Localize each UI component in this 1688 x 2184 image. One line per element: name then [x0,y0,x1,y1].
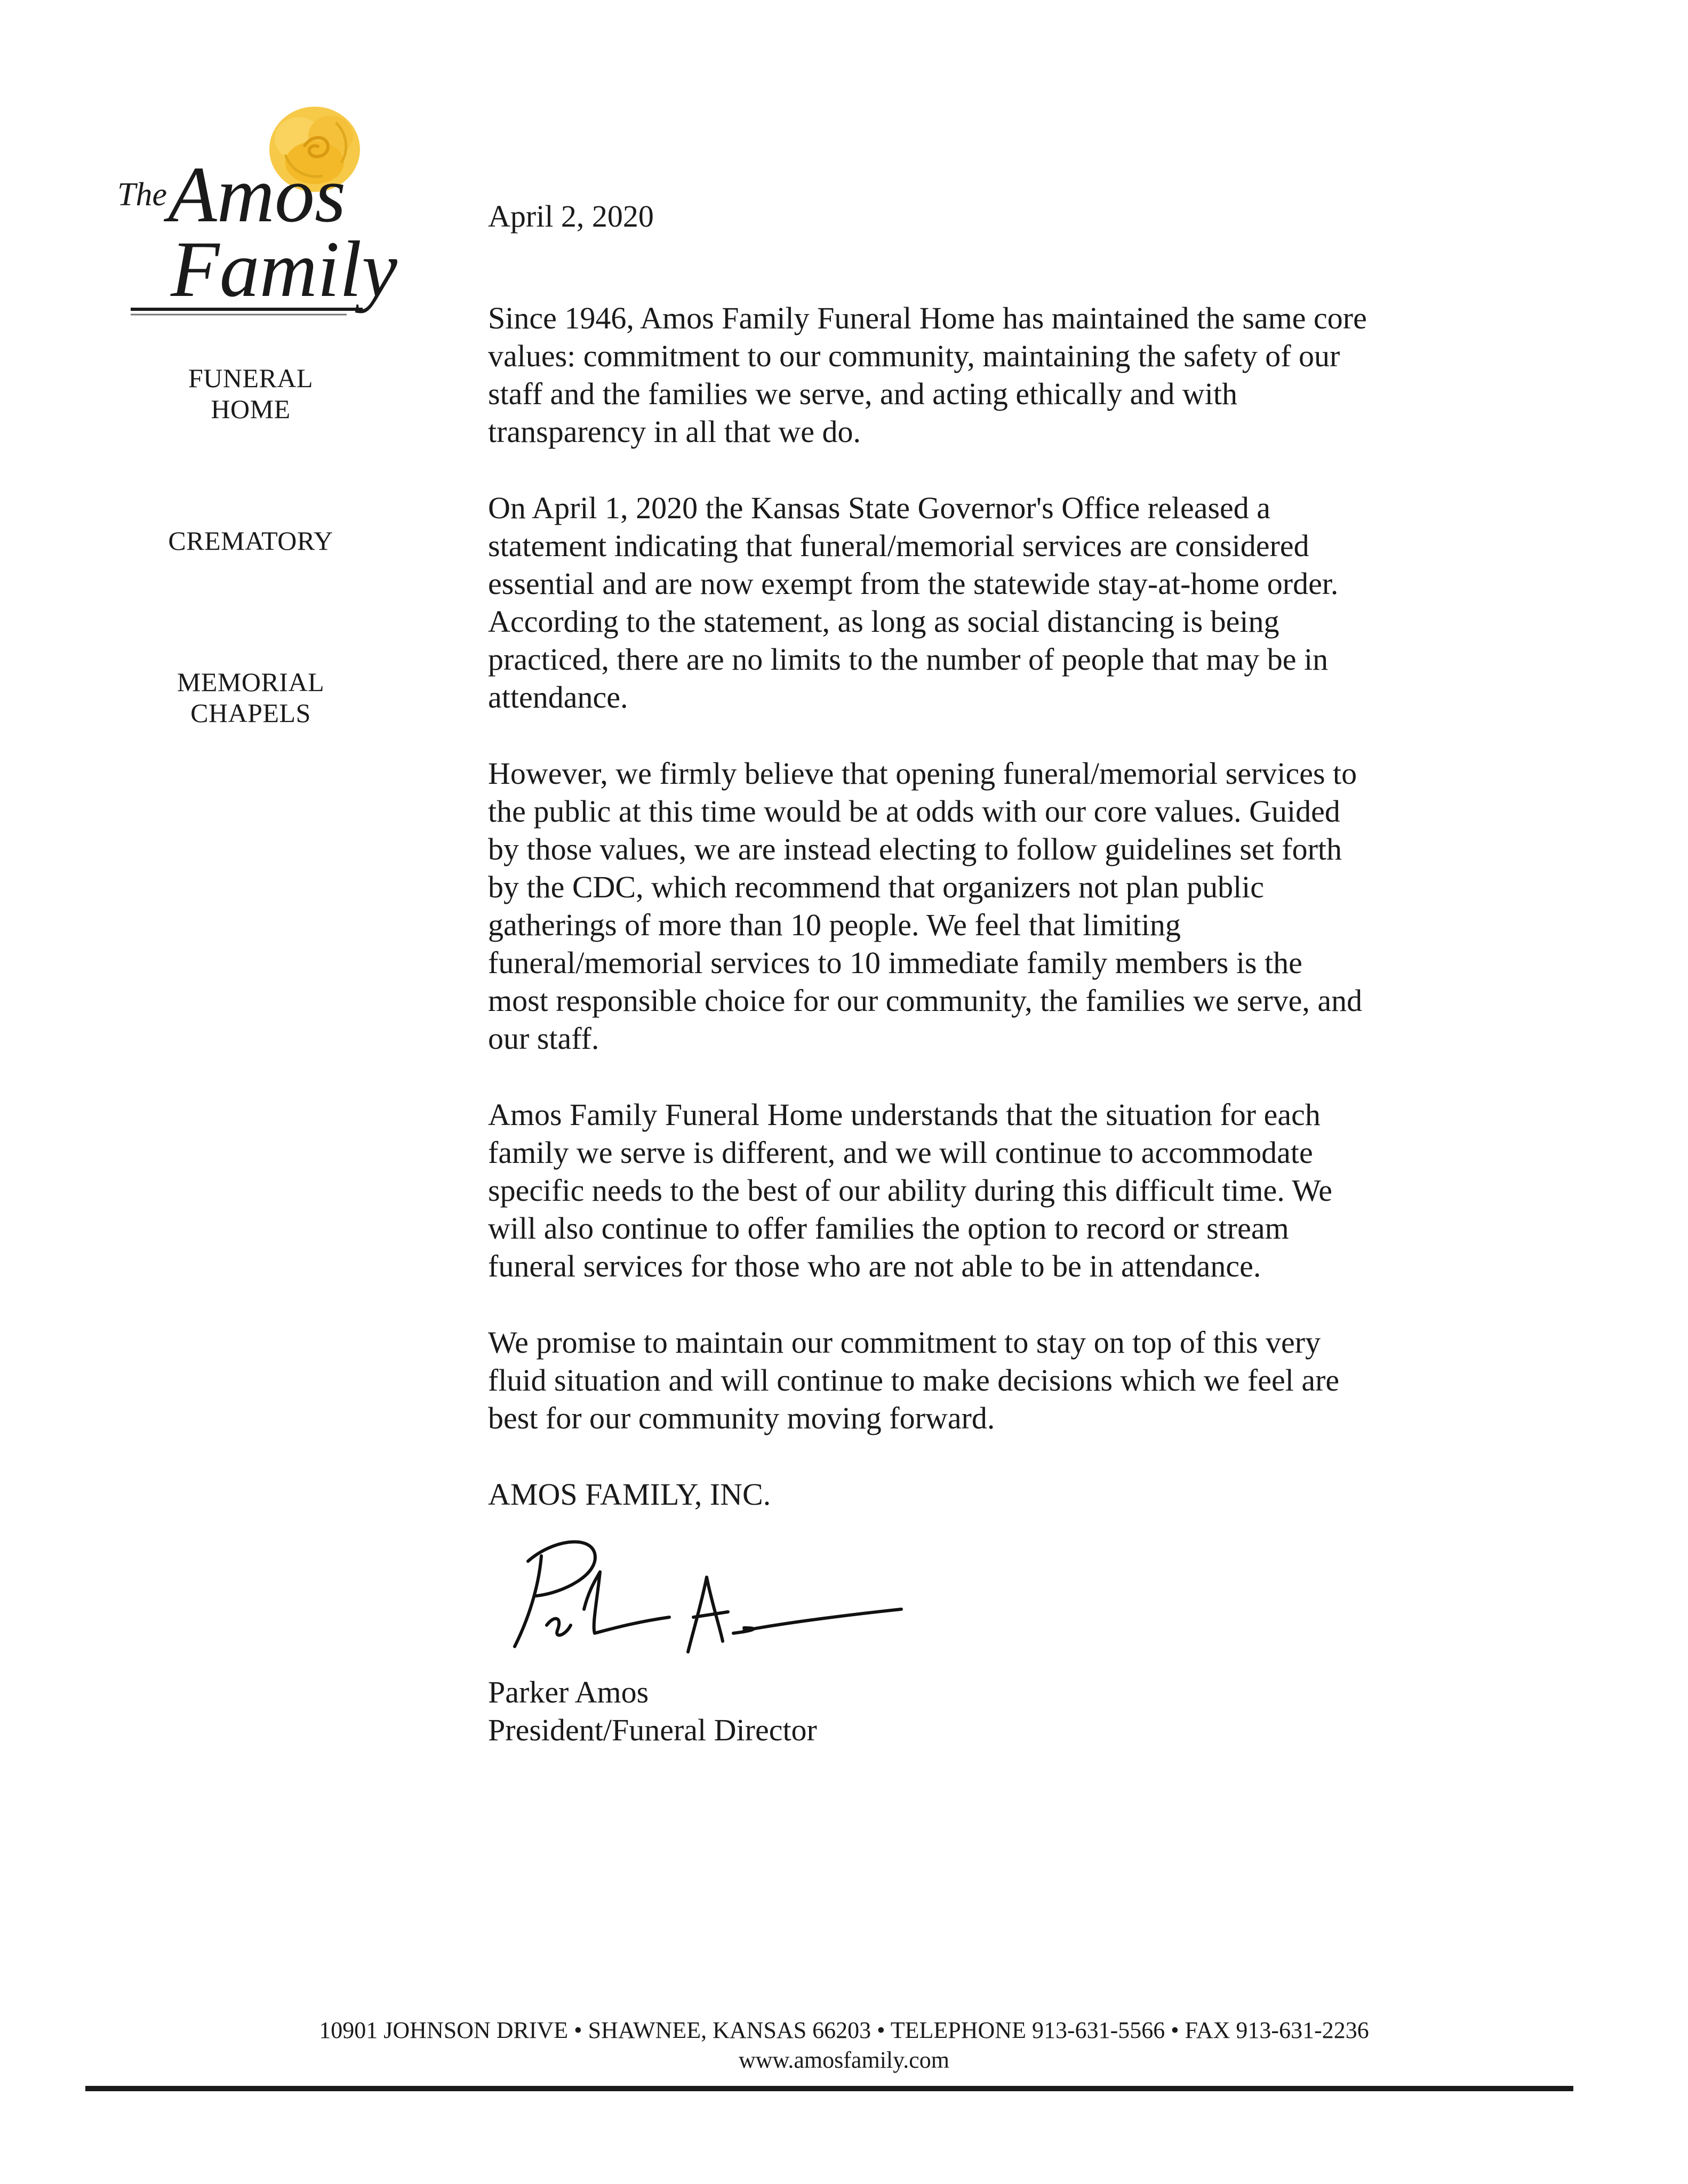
paragraph-2 [488,489,1475,716]
side-crematory [144,525,357,556]
paragraph-5 [488,1323,1475,1437]
signer-title: President/Funeral Director [488,1713,817,1747]
paragraph-line: practiced, there are no limits to the number of people that may be in [488,642,1329,677]
paragraph-line: by those values, we are instead electing to follow guidelines set forth [488,832,1342,866]
paragraph-line: gatherings of more than 10 people. We feel that limiting [488,908,1181,942]
paragraph-line: specific needs to the best of our ability during this difficult time. We [488,1173,1333,1208]
paragraph-1 [488,299,1475,451]
paragraph-line: by the CDC, which recommend that organizers not plan public [488,870,1265,904]
paragraph-line: will also continue to offer families the option to record or stream [488,1211,1289,1246]
paragraph-line: family we serve is different, and we will continue to accommodate [488,1135,1313,1170]
side-funeral-line1: FUNERAL [188,363,314,393]
paragraph-line: attendance. [488,680,628,714]
paragraph-line: transparency in all that we do. [488,414,861,449]
paragraph-4 [488,1096,1475,1285]
paragraph-line: our staff. [488,1021,599,1056]
footer-divider [85,2086,1573,2091]
rose-logo-icon [112,91,411,336]
letter-date: April 2, 2020 [488,199,654,234]
logo-the-text: The [117,176,167,213]
paragraph-line: We promise to maintain our commitment to stay on top of this very [488,1325,1321,1360]
paragraph-line: the public at this time would be at odds with our core values. Guided [488,794,1340,829]
paragraph-line: funeral services for those who are not able to be in attendance. [488,1249,1261,1283]
signature-icon [477,1524,915,1663]
company-name: AMOS FAMILY, INC. [488,1477,771,1512]
paragraph-line: statement indicating that funeral/memorial services are considered [488,528,1309,563]
signer-block [488,1673,1475,1749]
letter-body [488,197,1475,1749]
paragraph-line: According to the statement, as long as social distancing is being [488,604,1279,639]
amos-family-logo [112,91,411,336]
paragraph-line: fluid situation and will continue to make decisions which we feel are [488,1363,1340,1398]
letterhead-footer [0,2016,1688,2075]
paragraph-3 [488,754,1475,1057]
paragraph-line: funeral/memorial services to 10 immediate family members is the [488,945,1302,980]
side-memorial-chapels [144,667,357,728]
paragraph-line: On April 1, 2020 the Kansas State Governor's Office released a [488,491,1271,525]
paragraph-line: Amos Family Funeral Home understands that the situation for each [488,1097,1321,1132]
logo-family-text: Family [171,225,397,314]
paragraph-line: Since 1946, Amos Family Funeral Home has maintained the same core [488,301,1367,335]
side-chapels-line2: CHAPELS [190,698,311,728]
side-chapels-line1: MEMORIAL [177,667,325,697]
side-funeral-home [144,363,357,424]
footer-address: 10901 JOHNSON DRIVE • SHAWNEE, KANSAS 66203 • TELEPHONE 913-631-5566 • FAX 913-631-2236 [319,2017,1369,2043]
footer-website: www.amosfamily.com [738,2047,950,2073]
logo-amos-text: Amos [168,150,346,239]
paragraph-line: best for our community moving forward. [488,1401,995,1435]
handwritten-signature [477,1524,915,1663]
side-funeral-line2: HOME [211,394,291,424]
paragraph-line: values: commitment to our community, maintaining the safety of our [488,339,1340,373]
paragraph-line: essential and are now exempt from the statewide stay-at-home order. [488,566,1339,601]
paragraph-line: However, we firmly believe that opening funeral/memorial services to [488,756,1357,791]
side-crematory-label: CREMATORY [168,526,333,556]
paragraph-line: most responsible choice for our community, the families we serve, and [488,983,1363,1018]
paragraph-line: staff and the families we serve, and acting ethically and with [488,376,1237,411]
signer-name: Parker Amos [488,1675,649,1709]
